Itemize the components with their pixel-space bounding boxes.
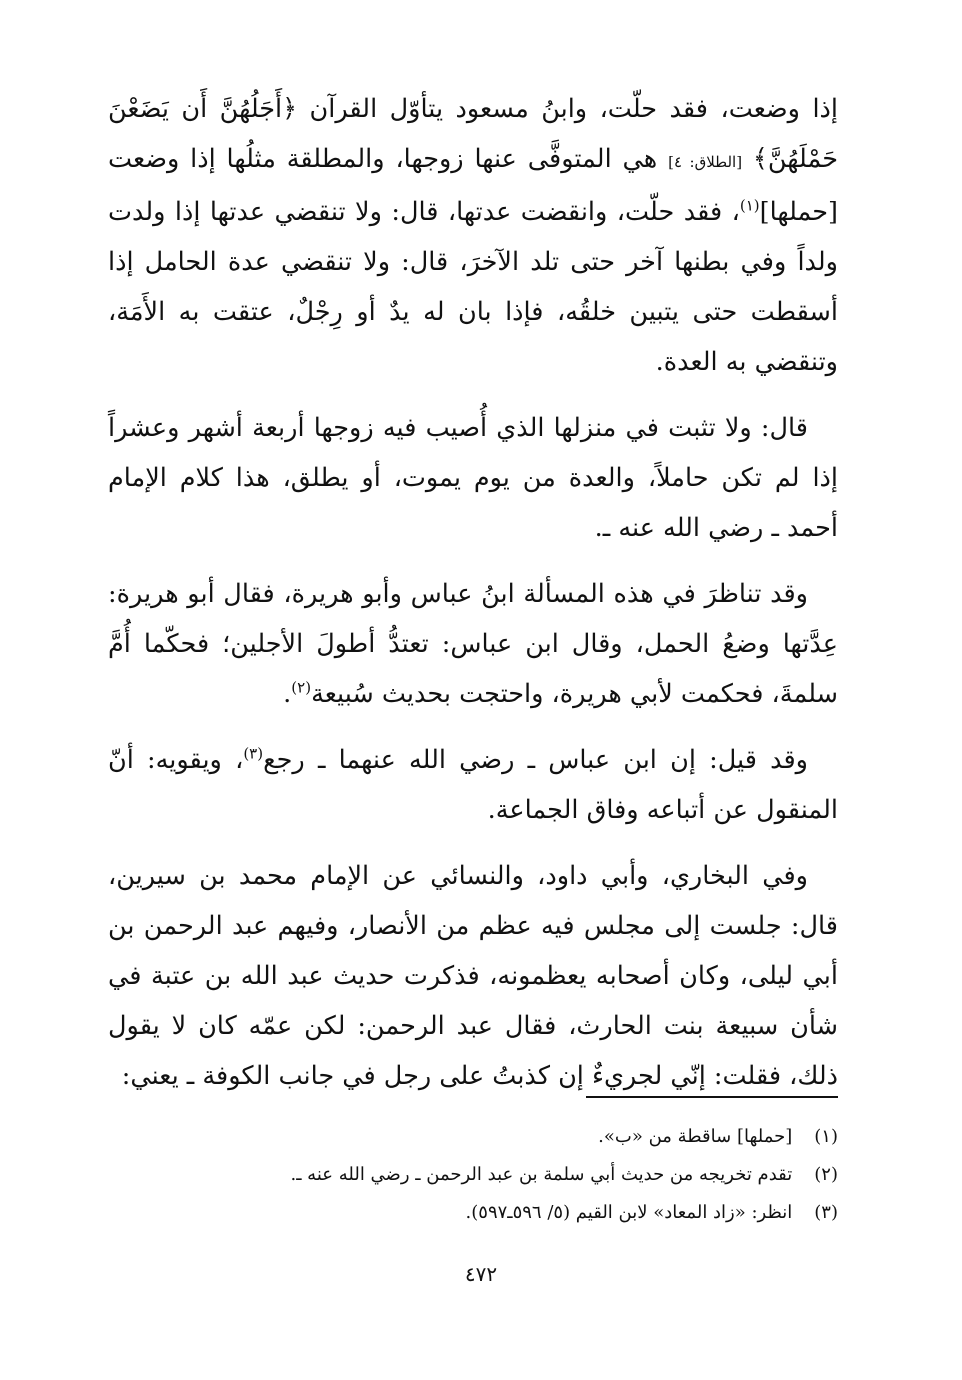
paragraph-text: إذا وضعت، فقد حلّت، وابنُ مسعود يتأوّل القرآن ﴿أَجَلُهُنَّ أَن يَضَعْنَ حَمْلَهُنَّ﴾ bbox=[108, 94, 838, 174]
page-number: ٤٧٢ bbox=[464, 1262, 498, 1286]
paragraph-text: . bbox=[283, 679, 292, 709]
verse-reference: [الطلاق: ٤] bbox=[668, 153, 743, 171]
footnote-marker: (٢) bbox=[291, 678, 312, 697]
paragraph bbox=[108, 84, 838, 387]
footnotes bbox=[108, 1118, 838, 1232]
paragraph-text: وقد تناظرَ في هذه المسألة ابنُ عباس وأبو هريرة، فقال أبو هريرة: عِدَّتها وضعُ الحمل، وقال ابن عباس: تعتدُّ أطولَ الأجلين؛ فحكّما أُمَّ سلمةَ، فحكمت لأبي هريرة، واحتجت بحديث سُبيعة bbox=[108, 579, 838, 709]
paragraph-text: قال: ولا تثبت في منزلها الذي أُصيب فيه زوجها أربعة أشهر وعشراً إذا لم تكن حاملاً، والعدة من يوم يموت، أو يطلق، هذا كلام الإمام أحمد ـ رضي الله عنه ـ. bbox=[108, 413, 838, 543]
paragraph-text: ، ويقويه: أنّ المنقول عن أتباعه وفاق الجماعة. bbox=[108, 745, 838, 825]
footnote bbox=[108, 1194, 838, 1232]
footnote bbox=[108, 1156, 838, 1194]
paragraph-text: وقد قيل: إن ابن عباس ـ رضي الله عنهما ـ رجع bbox=[263, 745, 808, 775]
paragraph bbox=[108, 569, 838, 719]
paragraph bbox=[108, 735, 838, 835]
paragraph-text: هي المتوفَّى عنها زوجها، والمطلقة مثلُها إذا وضعت [حملها] bbox=[108, 144, 838, 227]
footnote-number: (٢) bbox=[814, 1164, 838, 1185]
paragraph-text: ، فقد حلّت، وانقضت عدتها، قال: ولا تنقضي عدتها إذا ولدت ولداً وفي بطنها آخر حتى تلد الآخرَ، قال: ولا تنقضي عدة الحامل إذا أسقطت حتى يتبين خلقُه، فإذا بان له يدٌ أو رِجْلٌ، عتقت به الأَمَة، وتنقضي به العدة. bbox=[108, 197, 838, 377]
paragraph bbox=[108, 851, 838, 1101]
main-text bbox=[108, 84, 838, 1117]
footnote-marker: (٣) bbox=[243, 744, 264, 763]
footnote-text: [حملها] ساقطة من «ب». bbox=[598, 1126, 793, 1147]
footnote-marker: (١) bbox=[739, 196, 760, 215]
footnote-number: (٣) bbox=[814, 1202, 838, 1223]
paragraph-text: وفي البخاري، وأبي داود، والنسائي عن الإمام محمد بن سيرين، قال: جلست إلى مجلس فيه عظم من الأنصار، وفيهم عبد الرحمن بن أبي ليلى، وكان أصحابه يعظمونه، فذكرت حديث عبد الله بن عتبة في شأن سبيعة بنت الحارث، فقال عبد الرحمن: لكن عمّه كان لا يقول ذلك، فقلت: إنّي لجريءٌ إن كذبتُ على رجل في جانب الكوفة ـ يعني: bbox=[108, 861, 838, 1091]
footnote bbox=[108, 1118, 838, 1156]
footnote-number: (١) bbox=[814, 1126, 838, 1147]
footnote-text: تقدم تخريجه من حديث أبي سلمة بن عبد الرحمن ـ رضي الله عنه ـ. bbox=[290, 1164, 793, 1185]
paragraph bbox=[108, 403, 838, 553]
footnote-divider bbox=[586, 1096, 838, 1098]
footnote-text: انظر: «زاد المعاد» لابن القيم (٥/ ٥٩٦ـ٥٩٧). bbox=[465, 1202, 793, 1223]
